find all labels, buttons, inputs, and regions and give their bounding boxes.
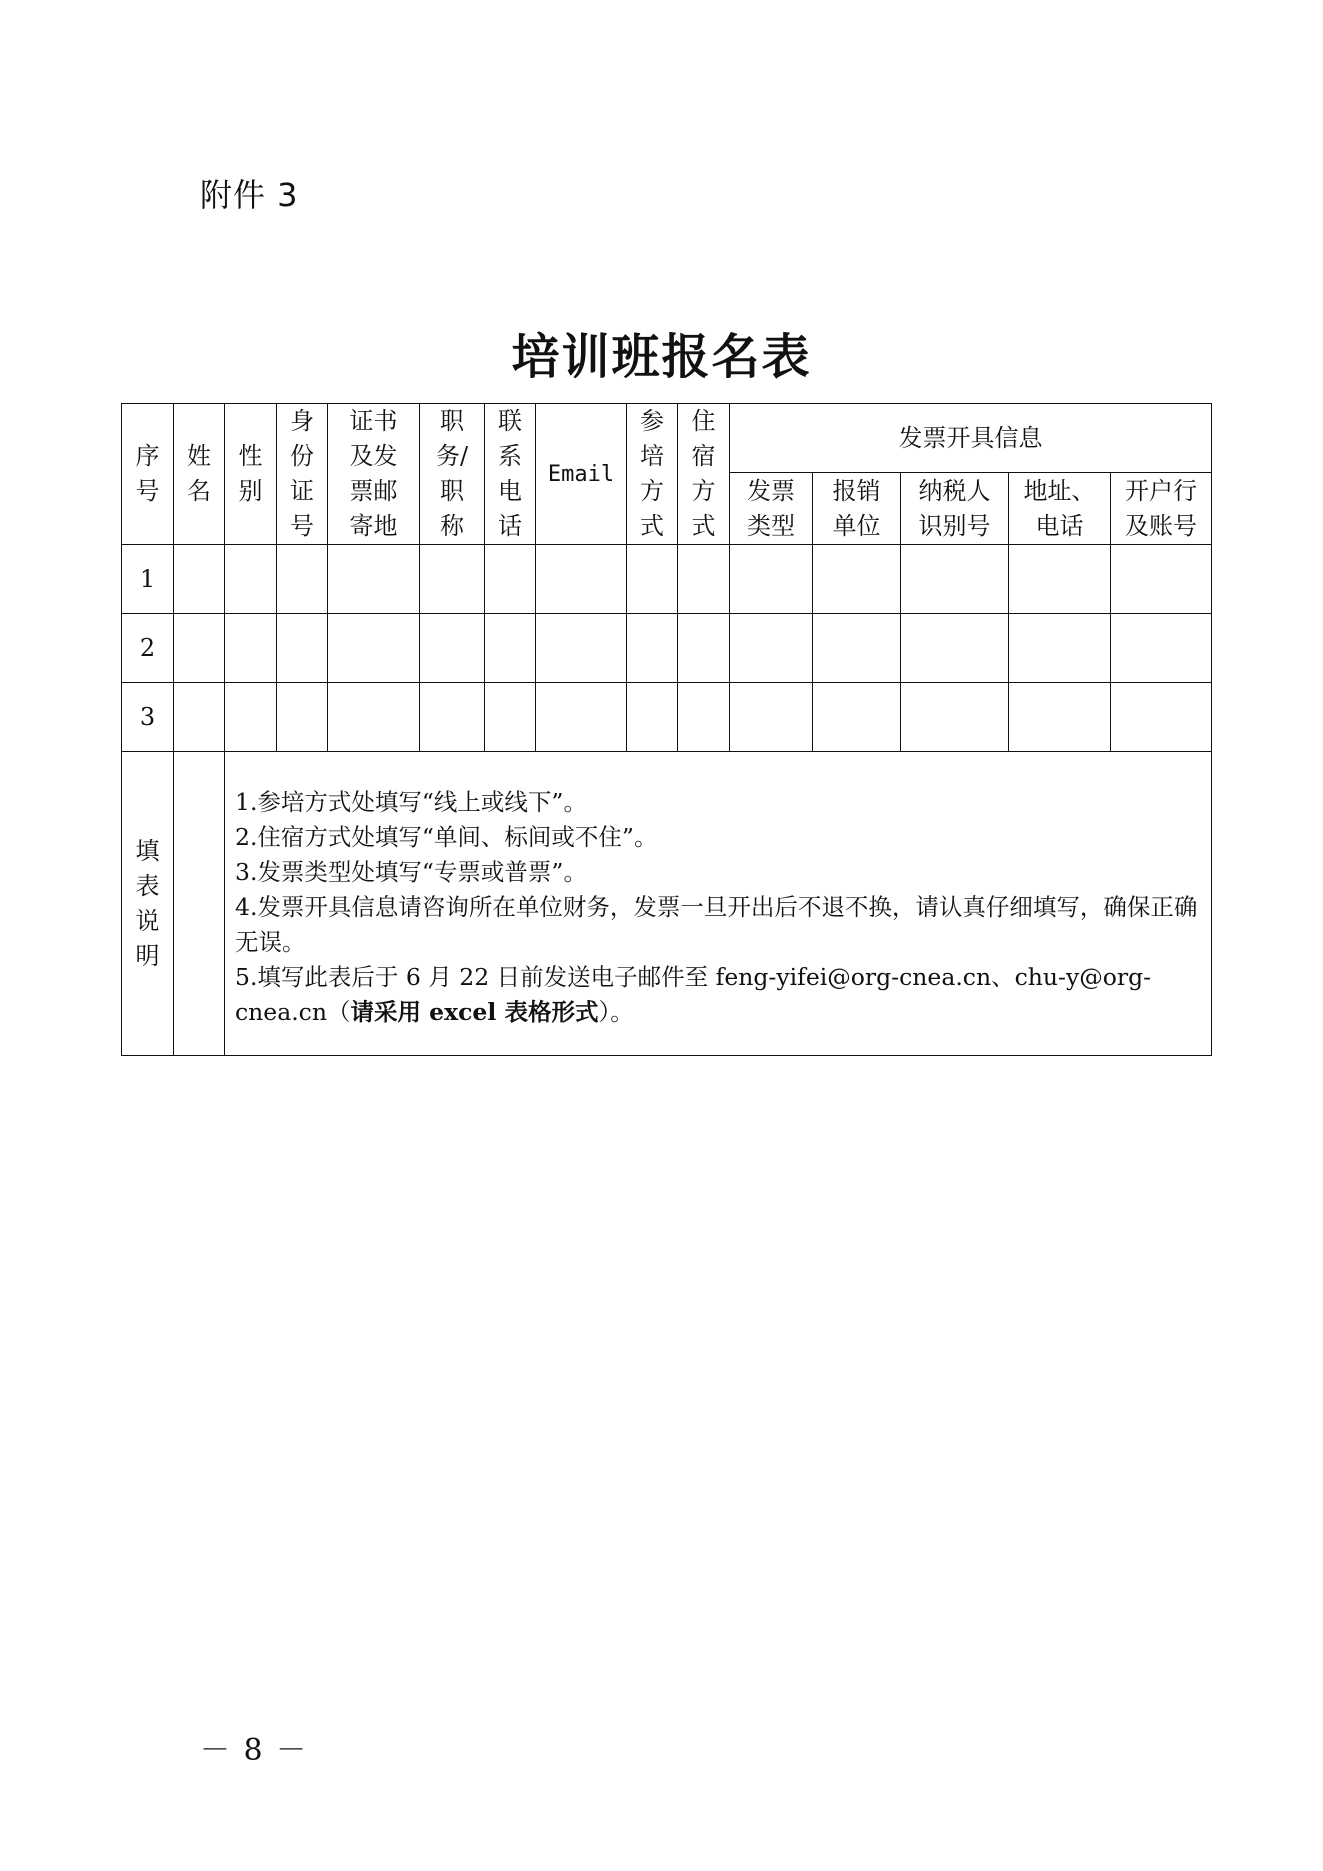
cell-bank-account[interactable] xyxy=(1111,614,1212,683)
note-emphasis: 请采用 excel 表格形式 xyxy=(350,998,599,1026)
cell-cert-address[interactable] xyxy=(328,683,420,752)
header-index: 序 号 xyxy=(122,404,174,545)
header-email: Email xyxy=(536,404,627,545)
cell-position[interactable] xyxy=(420,614,485,683)
row-number: 1 xyxy=(122,545,174,614)
header-name: 姓 名 xyxy=(174,404,225,545)
cell-lodging[interactable] xyxy=(678,683,730,752)
cell-position[interactable] xyxy=(420,545,485,614)
notes-body xyxy=(225,752,1212,1056)
table-row xyxy=(122,683,1212,752)
header-training-mode: 参 培 方 式 xyxy=(627,404,678,545)
form-title: 培训班报名表 xyxy=(511,329,812,385)
notes-row xyxy=(122,752,1212,1056)
cell-address-phone[interactable] xyxy=(1009,683,1111,752)
attachment-label: 附件 3 xyxy=(200,176,299,214)
cell-invoice-type[interactable] xyxy=(730,545,813,614)
cell-bank-account[interactable] xyxy=(1111,545,1212,614)
header-id-number: 身 份 证 号 xyxy=(277,404,328,545)
header-bank-account: 开户行 及账号 xyxy=(1111,473,1212,545)
table-row xyxy=(122,614,1212,683)
header-lodging: 住 宿 方 式 xyxy=(678,404,730,545)
cell-invoice-type[interactable] xyxy=(730,683,813,752)
cell-phone[interactable] xyxy=(485,614,536,683)
cell-lodging[interactable] xyxy=(678,545,730,614)
cell-gender[interactable] xyxy=(225,683,277,752)
cell-address-phone[interactable] xyxy=(1009,545,1111,614)
cell-address-phone[interactable] xyxy=(1009,614,1111,683)
cell-reimburse-unit[interactable] xyxy=(813,683,901,752)
cell-name[interactable] xyxy=(174,545,225,614)
notes-spacer-cell xyxy=(174,752,225,1056)
cell-taxpayer-id[interactable] xyxy=(901,614,1009,683)
header-phone: 联 系 电 话 xyxy=(485,404,536,545)
cell-phone[interactable] xyxy=(485,545,536,614)
note-item: 4.发票开具信息请咨询所在单位财务，发票一旦开出后不退不换，请认真仔细填写，确保正确无误。 xyxy=(235,893,1198,956)
header-cert-address: 证书 及发 票邮 寄地 xyxy=(328,404,420,545)
cell-reimburse-unit[interactable] xyxy=(813,614,901,683)
note-item: 3.发票类型处填写“专票或普票”。 xyxy=(235,858,587,886)
cell-gender[interactable] xyxy=(225,614,277,683)
registration-table xyxy=(121,403,1212,1056)
cell-taxpayer-id[interactable] xyxy=(901,545,1009,614)
cell-name[interactable] xyxy=(174,683,225,752)
cell-id-number[interactable] xyxy=(277,683,328,752)
header-taxpayer-id: 纳税人 识别号 xyxy=(901,473,1009,545)
cell-cert-address[interactable] xyxy=(328,614,420,683)
cell-phone[interactable] xyxy=(485,683,536,752)
note-item: 1.参培方式处填写“线上或线下”。 xyxy=(235,788,587,816)
cell-id-number[interactable] xyxy=(277,614,328,683)
cell-email[interactable] xyxy=(536,683,627,752)
header-address-phone: 地址、 电话 xyxy=(1009,473,1111,545)
notes-label: 填 表 说 明 xyxy=(122,752,174,1056)
header-gender: 性 别 xyxy=(225,404,277,545)
cell-id-number[interactable] xyxy=(277,545,328,614)
header-invoice-type: 发票 类型 xyxy=(730,473,813,545)
note-item: 5.填写此表后于 6 月 22 日前发送电子邮件至 feng-yifei@org-cnea.cn、chu-y@org-cnea.cn（请采用 excel 表格形式）。 xyxy=(235,963,1152,1026)
cell-training-mode[interactable] xyxy=(627,545,678,614)
cell-bank-account[interactable] xyxy=(1111,683,1212,752)
header-position: 职 务/ 职 称 xyxy=(420,404,485,545)
cell-invoice-type[interactable] xyxy=(730,614,813,683)
cell-position[interactable] xyxy=(420,683,485,752)
header-row-1 xyxy=(122,404,1212,473)
cell-email[interactable] xyxy=(536,614,627,683)
note-item: 2.住宿方式处填写“单间、标间或不住”。 xyxy=(235,823,658,851)
cell-training-mode[interactable] xyxy=(627,614,678,683)
cell-name[interactable] xyxy=(174,614,225,683)
cell-training-mode[interactable] xyxy=(627,683,678,752)
cell-email[interactable] xyxy=(536,545,627,614)
page-number: － 8 － xyxy=(200,1733,309,1768)
header-invoice-group: 发票开具信息 xyxy=(730,404,1212,473)
cell-lodging[interactable] xyxy=(678,614,730,683)
table-row xyxy=(122,545,1212,614)
row-number: 2 xyxy=(122,614,174,683)
cell-reimburse-unit[interactable] xyxy=(813,545,901,614)
header-reimburse-unit: 报销 单位 xyxy=(813,473,901,545)
cell-taxpayer-id[interactable] xyxy=(901,683,1009,752)
cell-gender[interactable] xyxy=(225,545,277,614)
row-number: 3 xyxy=(122,683,174,752)
cell-cert-address[interactable] xyxy=(328,545,420,614)
